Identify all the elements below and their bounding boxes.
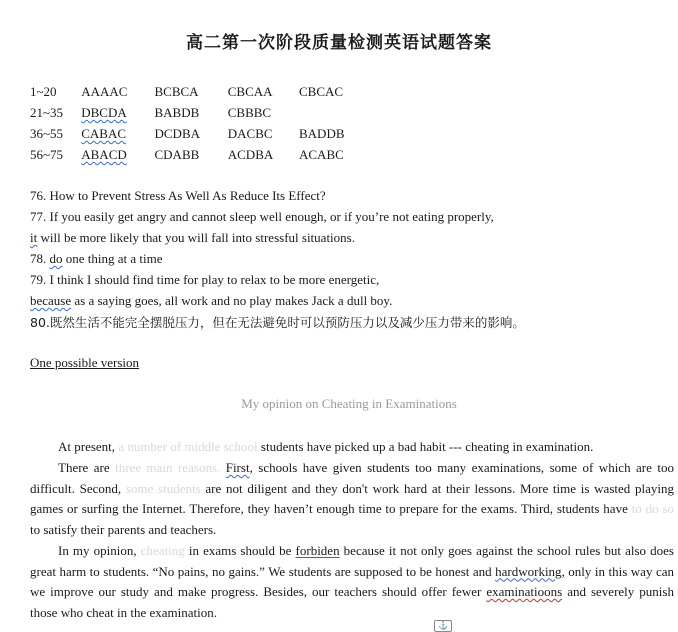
text-run: as a saying goes, all work and no play makes Jack a dull boy. <box>71 293 393 308</box>
text-run: one thing at a time <box>62 251 163 266</box>
answer-range: 21~35 <box>30 105 64 120</box>
essay-paragraph-1 <box>30 437 674 458</box>
text-run: At present, <box>58 439 119 454</box>
text-run: In my opinion, <box>58 543 141 558</box>
underlined-word: forbiden <box>295 543 340 558</box>
answer-group: ACDBA <box>227 147 274 162</box>
answer-row-21-35 <box>30 105 271 121</box>
answer-group: DBCDA <box>81 105 127 120</box>
answer-group: CDABB <box>154 147 200 162</box>
text-run: 78. <box>30 251 50 266</box>
wavy-word: do <box>49 251 63 266</box>
answer-76: 76. How to Prevent Stress As Well As Reduce Its Effect? <box>30 188 326 203</box>
answer-77-line2 <box>30 230 355 246</box>
answer-group: BCBCA <box>154 84 199 99</box>
text-run: , schools have given students too many examinations, some of which are too difficult. Second, <box>30 460 674 496</box>
wavy-word: examinatioons <box>486 584 563 600</box>
answer-group: DACBC <box>227 126 273 141</box>
version-label: One possible version <box>30 355 140 370</box>
text-run: There are <box>58 460 116 475</box>
faded-text: three main reasons. <box>115 460 221 475</box>
answer-group: CABAC <box>81 126 127 141</box>
text-run: to satisfy their parents and teachers. <box>30 521 217 537</box>
answer-group: CBCAC <box>299 84 344 99</box>
answer-group: AAAAC <box>81 84 128 99</box>
answer-group: BADDB <box>299 126 345 141</box>
answer-80: 80.既然生活不能完全摆脱压力，但在无法避免时可以预防压力以及减少压力带来的影响。 <box>30 315 525 330</box>
answer-group: ACABC <box>299 147 344 162</box>
answer-79-line2 <box>30 293 392 309</box>
answer-78 <box>30 251 163 267</box>
text-run: students have picked up a bad habit --- cheating in examination. <box>257 439 594 454</box>
wavy-word: because <box>30 293 72 308</box>
answer-group: CBCAA <box>227 84 273 99</box>
text-run: are not diligent and they don't work hard at their lessons. More time is wasted playing games or surfing the Internet. Therefore, they haven’t enough time to prepare for the exams. Third, students have <box>30 480 674 517</box>
answer-range: 1~20 <box>30 84 57 99</box>
faded-text: a number of middle school <box>118 439 258 454</box>
answer-group: ABACD <box>81 147 127 162</box>
answer-79-line1: 79. I think I should find time for play to relax to be more energetic, <box>30 272 380 287</box>
document-title: 高二第一次阶段质量检测英语试题答案 <box>186 33 492 53</box>
answer-range: 56~75 <box>30 147 64 162</box>
text-run: and severely punish those who cheat in the examination. <box>30 584 674 620</box>
text-run: in exams should be <box>184 543 296 558</box>
text-run: , only in this way can we improve our study and make progress. Besides, our teachers should offer fewer <box>30 563 674 600</box>
essay-title: My opinion on Cheating in Examinations <box>241 396 457 411</box>
wavy-word: First <box>225 460 250 475</box>
page-anchor-icon: ⚓ <box>434 620 452 632</box>
answer-77-line1: 77. If you easily get angry and cannot sleep well enough, or if you’re not eating properly, <box>30 209 494 224</box>
essay-paragraph-2 <box>30 458 674 540</box>
wavy-word: it <box>30 230 38 245</box>
faded-text: some students <box>125 480 201 496</box>
answer-row-1-20 <box>30 84 343 100</box>
answer-group: DCDBA <box>154 126 201 141</box>
wavy-word: hardworking <box>495 563 562 579</box>
text-run: because it not only goes against the school rules but also does great harm to students. “No pains, no gains.” We students are supposed to be honest and <box>30 543 674 579</box>
answer-row-56-75 <box>30 147 344 163</box>
text-run: will be more likely that you will fall into stressful situations. <box>37 230 355 245</box>
answer-row-36-55 <box>30 126 345 142</box>
essay-paragraph-3 <box>30 541 674 623</box>
answer-range: 36~55 <box>30 126 64 141</box>
faded-text: cheating <box>140 543 185 558</box>
answer-group: BABDB <box>154 105 200 120</box>
answer-group: CBBBC <box>227 105 272 120</box>
faded-text: to do so <box>631 501 675 517</box>
